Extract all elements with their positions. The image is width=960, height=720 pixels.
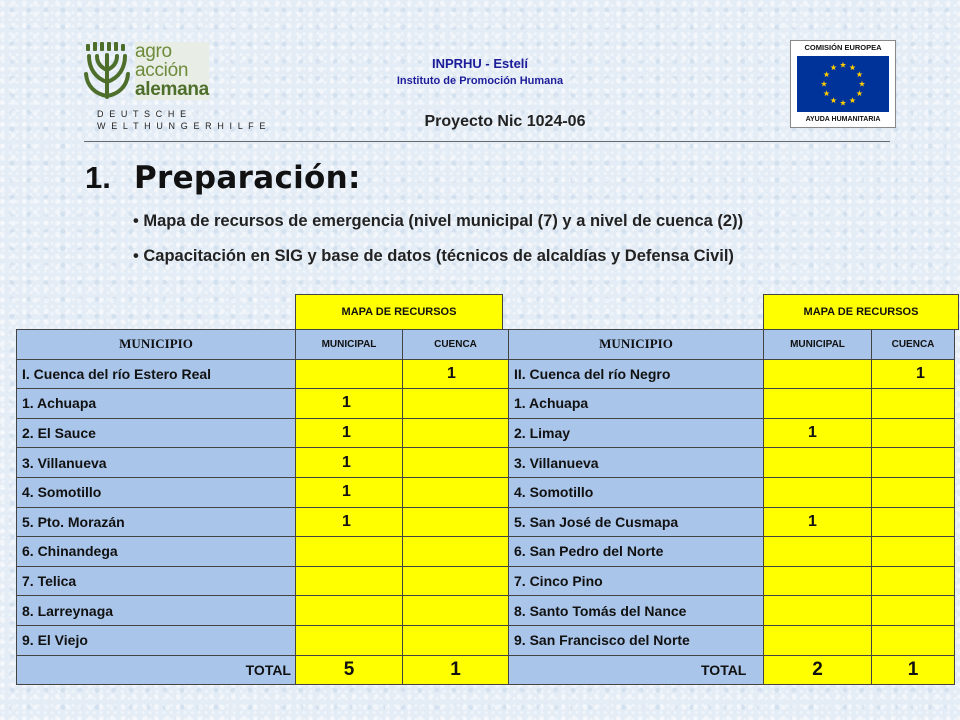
cuenca-value-left [403,418,509,448]
municipal-value-right [764,537,872,567]
municipal-value-right: 1 [764,418,872,448]
project-title: Proyecto Nic 1024-06 [424,113,586,130]
eu-star-icon [849,97,855,103]
cuenca-value-right [872,537,955,567]
cuenca-value-right [872,566,955,596]
table-total-row [17,655,955,685]
cuenca-value-left [403,389,509,419]
table-row [17,537,955,567]
cuenca-value-right [872,596,955,626]
european-commission-logo [790,40,896,128]
table-row [17,359,955,389]
municipio-name-left: 8. Larreynaga [17,596,296,626]
municipio-name-right: II. Cuenca del río Negro [509,359,764,389]
municipio-name-right: 3. Villanueva [509,448,764,478]
col-header-cuenca-right: CUENCA [872,330,955,360]
bullet-text: Mapa de recursos de emergencia (nivel municipal (7) y a nivel de cuenca (2)) [143,212,744,230]
total-cuenca-right: 1 [872,655,955,685]
eu-star-icon [859,81,865,87]
eu-star-icon [840,100,846,106]
header-divider [84,141,890,142]
eu-star-icon [856,71,862,77]
logo-tagline-line1: D E U T S C H E [97,109,188,119]
municipal-value-left: 1 [296,448,403,478]
municipio-name-right: 7. Cinco Pino [509,566,764,596]
cuenca-value-left [403,596,509,626]
cuenca-value-right [872,418,955,448]
municipal-value-left: 1 [296,477,403,507]
municipal-value-left [296,596,403,626]
eu-star-icon [856,90,862,96]
eu-star-icon [830,97,836,103]
municipal-value-left [296,537,403,567]
municipal-value-right [764,389,872,419]
municipio-name-left: 5. Pto. Morazán [17,507,296,537]
municipio-name-right: 9. San Francisco del Norte [509,625,764,655]
col-header-municipal-left: MUNICIPAL [296,330,403,360]
cuenca-value-left [403,448,509,478]
municipal-value-left [296,625,403,655]
table-row [17,418,955,448]
bullet-item: • Capacitación en SIG y base de datos (técnicos de alcaldías y Defensa Civil) [133,247,734,265]
col-header-municipio-left: MUNICIPIO [17,330,296,360]
municipio-name-right: 8. Santo Tomás del Nance [509,596,764,626]
eu-star-icon [849,64,855,70]
municipal-value-right [764,477,872,507]
municipal-value-right [764,359,872,389]
resource-map-header-right: MAPA DE RECURSOS [763,294,959,330]
table-row [17,625,955,655]
municipal-value-right: 1 [764,507,872,537]
org-name: INPRHU - Estelí [431,56,529,71]
bullet-item: • Mapa de recursos de emergencia (nivel municipal (7) y a nivel de cuenca (2)) [133,212,744,230]
section-number: 1. [85,160,111,195]
wheat-leaf-icon [83,42,131,100]
total-municipal-right: 2 [764,655,872,685]
municipio-name-left: I. Cuenca del río Estero Real [17,359,296,389]
municipio-name-right: 4. Somotillo [509,477,764,507]
total-label-left: TOTAL [17,655,296,685]
org-subtitle: Instituto de Promoción Humana [396,75,564,87]
table-row [17,448,955,478]
municipio-name-left: 9. El Viejo [17,625,296,655]
ec-logo-bottom-text: AYUDA HUMANITARIA [805,116,881,123]
table-row [17,507,955,537]
municipal-value-left: 1 [296,418,403,448]
logo-word-accion: acción [135,60,189,81]
municipio-name-left: 3. Villanueva [17,448,296,478]
table-row [17,596,955,626]
cuenca-value-right [872,389,955,419]
municipal-value-right [764,448,872,478]
ec-logo-top-text: COMISIÓN EUROPEA [804,43,882,52]
logo-tagline-line2: W E L T H U N G E R H I L F E [97,121,267,131]
municipal-value-left [296,566,403,596]
cuenca-value-left [403,477,509,507]
municipal-value-left [296,359,403,389]
municipio-name-right: 6. San Pedro del Norte [509,537,764,567]
eu-star-icon [830,64,836,70]
cuenca-value-right [872,477,955,507]
total-cuenca-left: 1 [403,655,509,685]
municipal-value-right [764,566,872,596]
municipio-name-right: 2. Limay [509,418,764,448]
eu-star-icon [821,81,827,87]
col-header-municipio-right: MUNICIPIO [509,330,764,360]
resource-map-header-left: MAPA DE RECURSOS [295,294,503,330]
table-row [17,566,955,596]
municipio-name-left: 7. Telica [17,566,296,596]
total-label-right: TOTAL [509,655,764,685]
cuenca-value-right [872,507,955,537]
table-header-row [17,330,955,360]
agro-accion-alemana-logo [83,40,213,102]
col-header-cuenca-left: CUENCA [403,330,509,360]
eu-star-icon [840,62,846,68]
cuenca-value-left: 1 [403,359,509,389]
cuenca-value-right [872,625,955,655]
municipio-name-left: 1. Achuapa [17,389,296,419]
municipio-name-left: 6. Chinandega [17,537,296,567]
municipio-name-right: 1. Achuapa [509,389,764,419]
municipio-name-left: 2. El Sauce [17,418,296,448]
eu-star-icon [824,71,830,77]
municipal-value-left: 1 [296,507,403,537]
municipio-name-right: 5. San José de Cusmapa [509,507,764,537]
municipal-value-right [764,625,872,655]
logo-word-alemana: alemana [135,79,209,100]
cuenca-value-right [872,448,955,478]
municipio-name-left: 4. Somotillo [17,477,296,507]
section-title: Preparación: [134,160,361,196]
eu-star-icon [824,90,830,96]
cuenca-value-left [403,507,509,537]
logo-word-agro: agro [135,41,172,62]
eu-flag-icon [797,56,889,112]
municipal-value-right [764,596,872,626]
resource-map-table [16,329,955,685]
total-municipal-left: 5 [296,655,403,685]
bullet-text: Capacitación en SIG y base de datos (técnicos de alcaldías y Defensa Civil) [143,247,734,265]
table-row [17,477,955,507]
cuenca-value-left [403,625,509,655]
cuenca-value-left [403,537,509,567]
logo-wordmark [135,42,209,100]
cuenca-value-left [403,566,509,596]
table-row [17,389,955,419]
municipal-value-left: 1 [296,389,403,419]
cuenca-value-right: 1 [872,359,955,389]
col-header-municipal-right: MUNICIPAL [764,330,872,360]
